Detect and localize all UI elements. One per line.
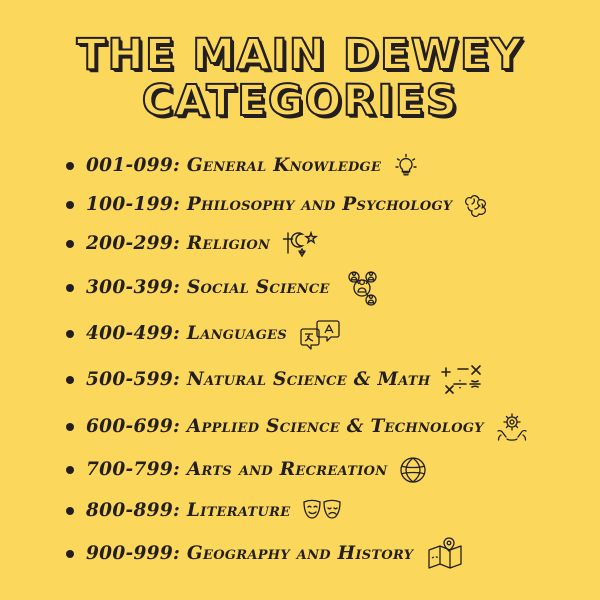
category-text: 300-399: Social Science xyxy=(86,277,330,299)
list-item xyxy=(66,229,580,259)
category-text: 400-499: Languages xyxy=(86,323,288,345)
list-item xyxy=(66,268,580,308)
brain-icon xyxy=(462,191,496,219)
category-text: 500-599: Natural Science & Math xyxy=(86,369,431,391)
theater-masks-icon xyxy=(300,495,344,527)
bullet-icon xyxy=(66,466,74,474)
category-text: 700-799: Arts and Recreation xyxy=(86,459,388,481)
category-text: 001-099: General Knowledge xyxy=(86,155,382,177)
dewey-category-list xyxy=(20,151,580,572)
lightbulb-icon xyxy=(391,151,421,181)
category-text: 800-899: Literature xyxy=(86,500,291,522)
bullet-icon xyxy=(66,507,74,515)
list-item xyxy=(66,190,580,220)
people-network-icon xyxy=(340,268,384,308)
list-item xyxy=(66,454,580,486)
page-title xyxy=(20,32,580,125)
category-text: 100-199: Philosophy and Psychology xyxy=(86,194,453,216)
bullet-icon xyxy=(66,376,74,384)
bullet-icon xyxy=(66,201,74,209)
category-text: 900-999: Geography and History xyxy=(86,543,414,565)
list-item xyxy=(66,536,580,572)
list-item xyxy=(66,151,580,181)
translate-speech-bubbles-icon xyxy=(297,317,343,351)
list-item xyxy=(66,409,580,445)
category-text: 600-699: Applied Science & Technology xyxy=(86,416,484,438)
bullet-icon xyxy=(66,330,74,338)
bullet-icon xyxy=(66,550,74,558)
list-item xyxy=(66,495,580,527)
list-item xyxy=(66,360,580,400)
bullet-icon xyxy=(66,284,74,292)
page-title-line-2: CATEGORIES xyxy=(141,76,459,127)
page-title-line-1: THE MAIN DEWEY xyxy=(76,30,524,80)
religious-symbols-icon xyxy=(280,229,324,259)
map-pin-icon xyxy=(423,536,467,572)
category-text: 200-299: Religion xyxy=(86,233,271,255)
bullet-icon xyxy=(66,423,74,431)
sports-ball-icon xyxy=(397,454,429,486)
math-symbols-icon xyxy=(440,360,482,400)
hands-gear-icon xyxy=(494,409,530,445)
bullet-icon xyxy=(66,162,74,170)
bullet-icon xyxy=(66,240,74,248)
list-item xyxy=(66,317,580,351)
